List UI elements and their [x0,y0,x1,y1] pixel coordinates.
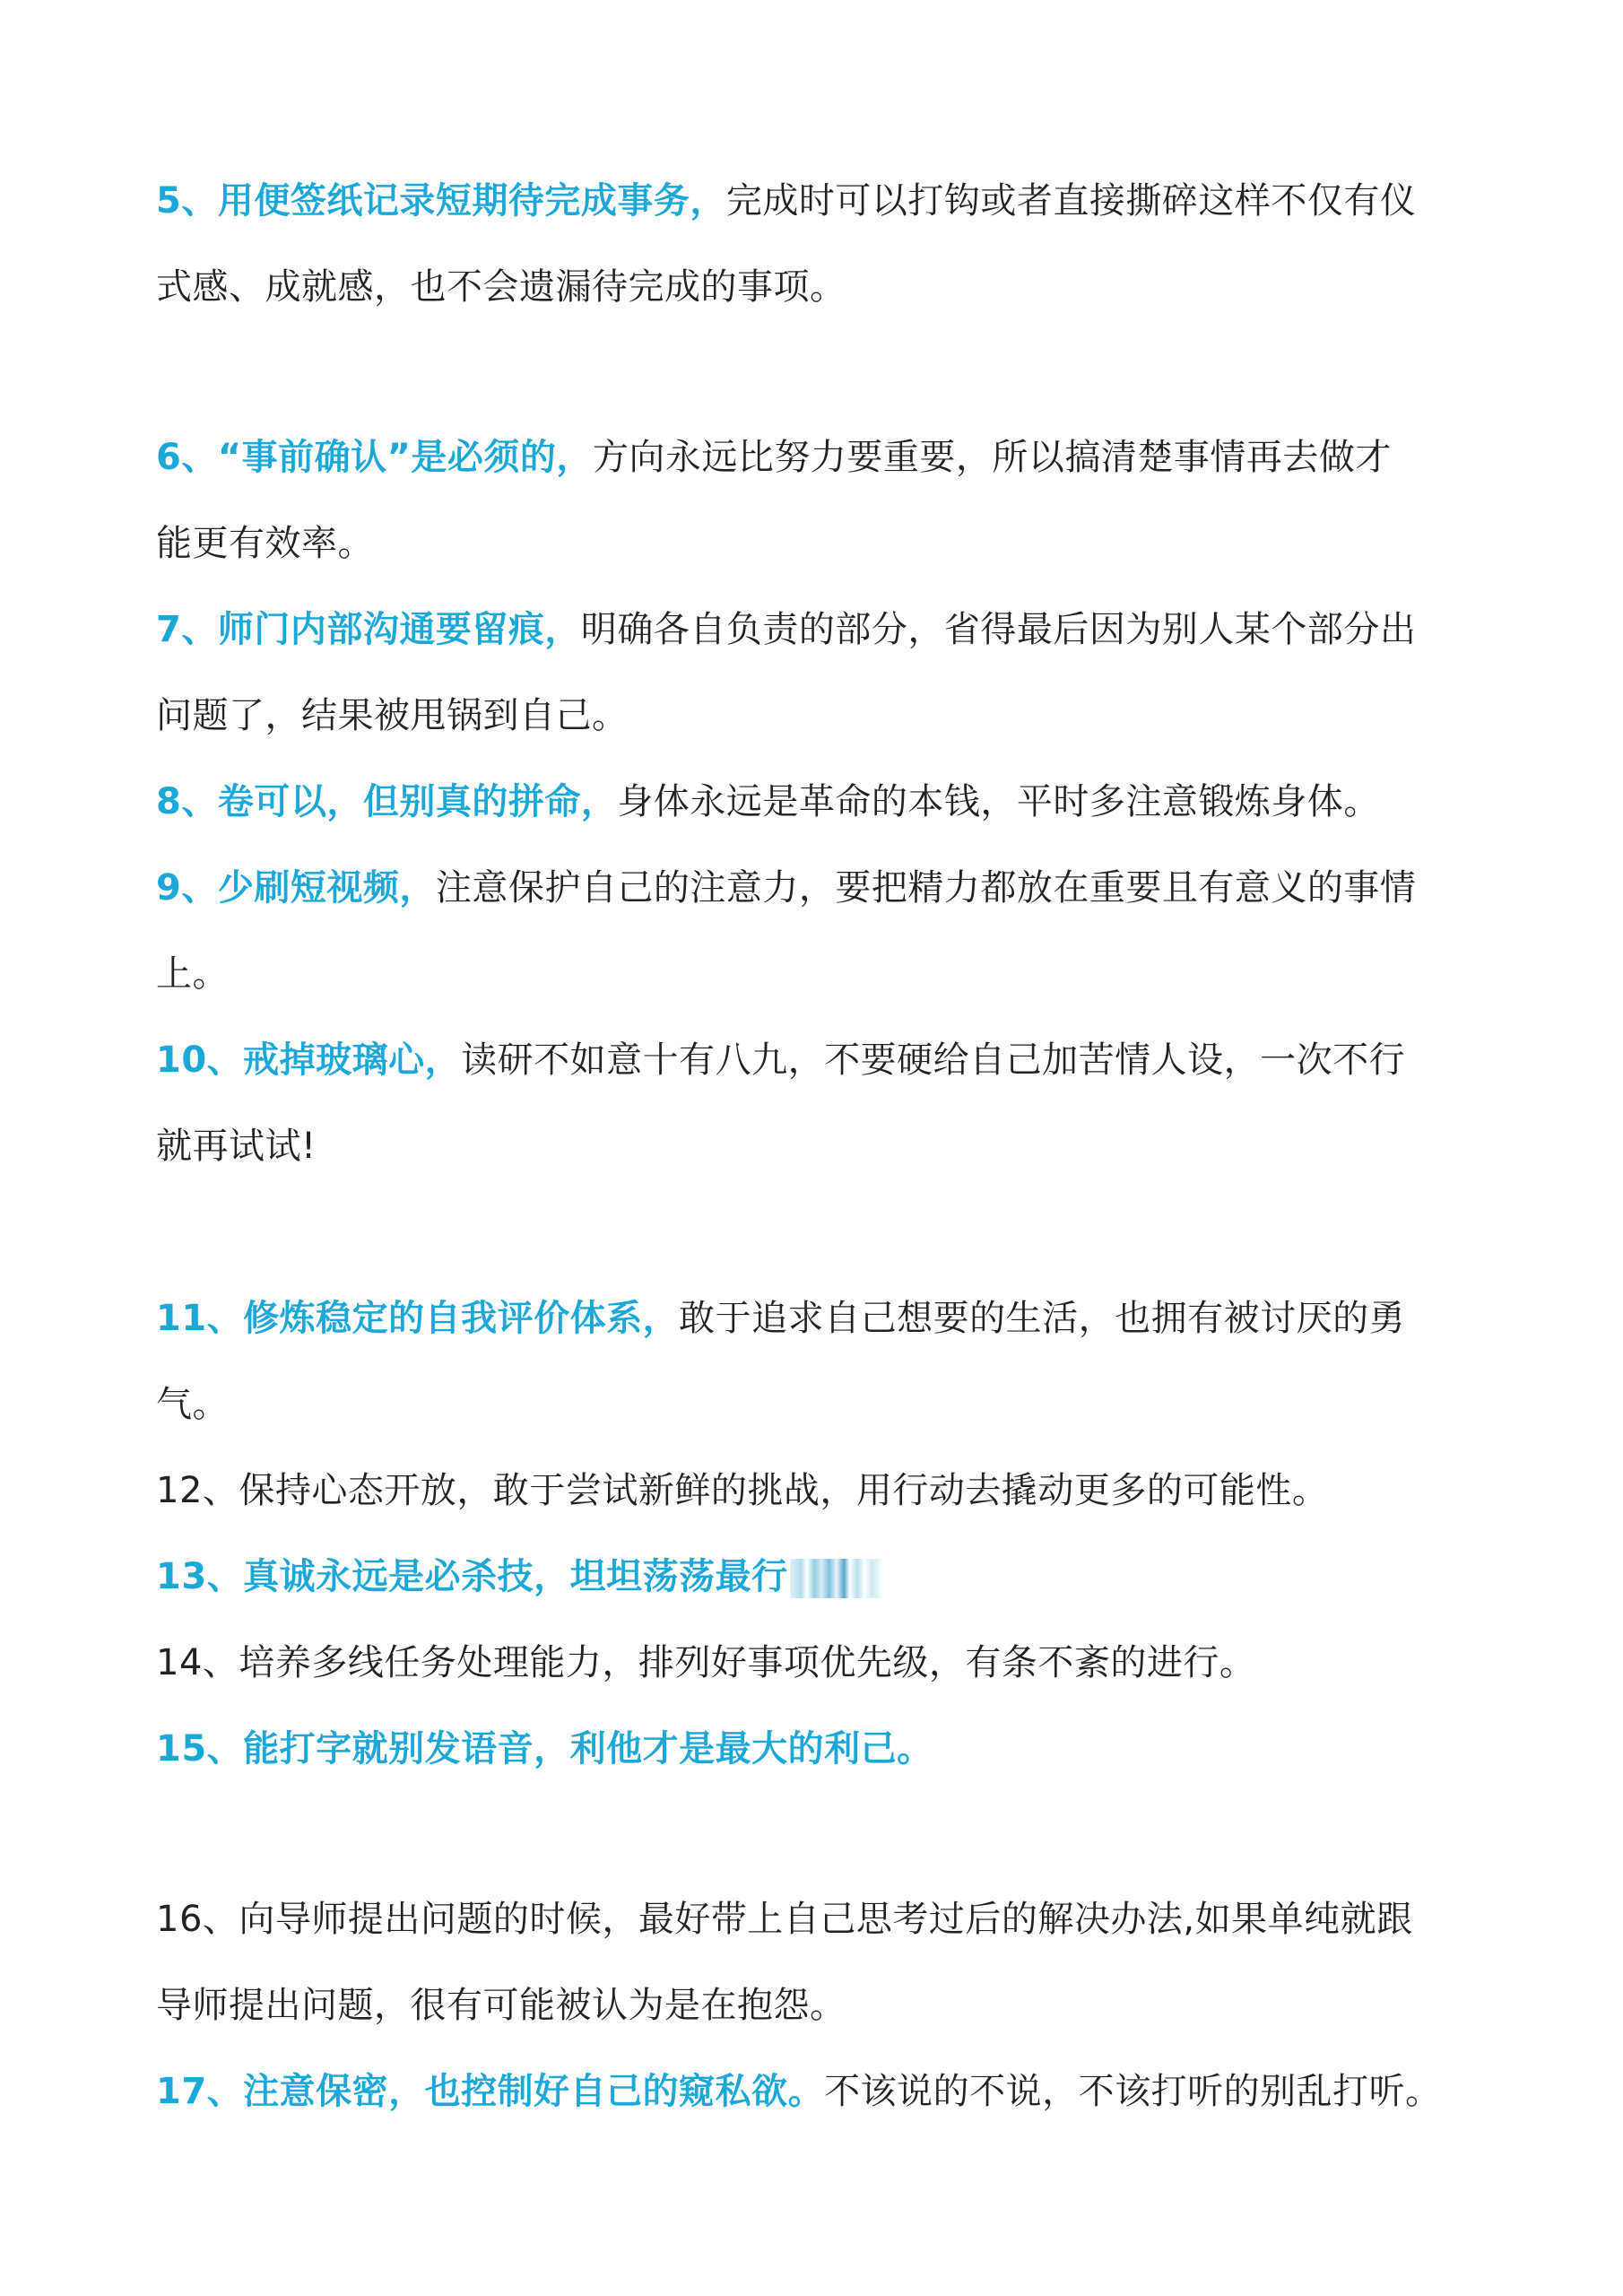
item-7-line1 [156,604,1474,655]
item-7-line2 [156,691,1474,741]
item-12-line1 [156,1465,1474,1516]
item-11-heading: 11、修炼稳定的自我评价体系， [156,1298,680,1339]
item-6-line1 [156,432,1474,483]
item-13-line1 [156,1552,1474,1602]
item-9-line2 [156,949,1474,999]
item-16-line2 [156,1980,1474,2031]
item-11-text: 敢于追求自己想要的生活，也拥有被讨厌的勇 [679,1298,1406,1339]
item-5-line1 [156,176,1474,226]
item-12-text: 12、保持心态开放，敢于尝试新鲜的挑战，用行动去撬动更多的可能性。 [156,1470,1329,1511]
item-11-text-cont: 气。 [156,1384,229,1425]
item-5-line2 [156,262,1474,312]
item-9-text: 注意保护自己的注意力，要把精力都放在重要且有意义的事情 [435,867,1417,909]
item-7-heading: 7、师门内部沟通要留痕， [156,609,581,650]
item-6-text-cont: 能更有效率。 [156,523,374,564]
item-8-line1 [156,777,1474,827]
item-10-text: 读研不如意十有八九，不要硬给自己加苦情人设，一次不行 [461,1039,1406,1081]
item-17-text: 不该说的不说，不该打听的别乱打听。 [824,2071,1442,2112]
item-16-line1 [156,1894,1474,1944]
item-10-line2 [156,1121,1474,1171]
item-11-line1 [156,1293,1474,1344]
item-17-heading: 17、注意保密，也控制好自己的窥私欲。 [156,2071,825,2112]
item-6-line2 [156,518,1474,569]
item-15-heading: 15、能打字就别发语音，利他才是最大的利己。 [156,1728,933,1770]
item-16-text-cont: 导师提出问题，很有可能被认为是在抱怨。 [156,1985,846,2026]
item-9-heading: 9、少刷短视频， [156,867,436,909]
item-8-heading: 8、卷可以，但别真的拼命， [156,781,618,822]
item-17-line1 [156,2066,1474,2117]
item-7-text: 明确各自负责的部分，省得最后因为别人某个部分出 [580,609,1417,650]
item-6-heading: 6、“事前确认”是必须的， [156,437,593,478]
item-15-line1 [156,1724,1474,1774]
item-10-heading: 10、戒掉玻璃心， [156,1039,462,1081]
item-5-text-cont: 式感、成就感，也不会遗漏待完成的事项。 [156,266,846,308]
item-10-text-cont: 就再试试! [156,1126,317,1167]
item-7-text-cont: 问题了，结果被甩锅到自己。 [156,695,629,736]
item-13-heading: 13、真诚永远是必杀技，坦坦荡荡最行 [156,1556,788,1597]
item-11-line2 [156,1379,1474,1430]
item-14-text: 14、培养多线任务处理能力，排列好事项优先级，有条不紊的进行。 [156,1642,1256,1683]
item-8-text: 身体永远是革命的本钱，平时多注意锻炼身体。 [617,781,1380,822]
item-5-heading: 5、用便签纸记录短期待完成事务， [156,180,726,222]
item-6-text: 方向永远比努力要重要，所以搞清楚事情再去做才 [592,437,1392,478]
item-14-line1 [156,1638,1474,1688]
item-16-text: 16、向导师提出问题的时候，最好带上自己思考过后的解决办法,如果单纯就跟 [156,1899,1413,1940]
item-5-text: 完成时可以打钩或者直接撕碎这样不仅有仪 [725,180,1417,222]
item-10-line1 [156,1035,1474,1085]
item-9-line1 [156,863,1474,913]
item-9-text-cont: 上。 [156,953,229,995]
blurred-watermark [790,1559,883,1598]
